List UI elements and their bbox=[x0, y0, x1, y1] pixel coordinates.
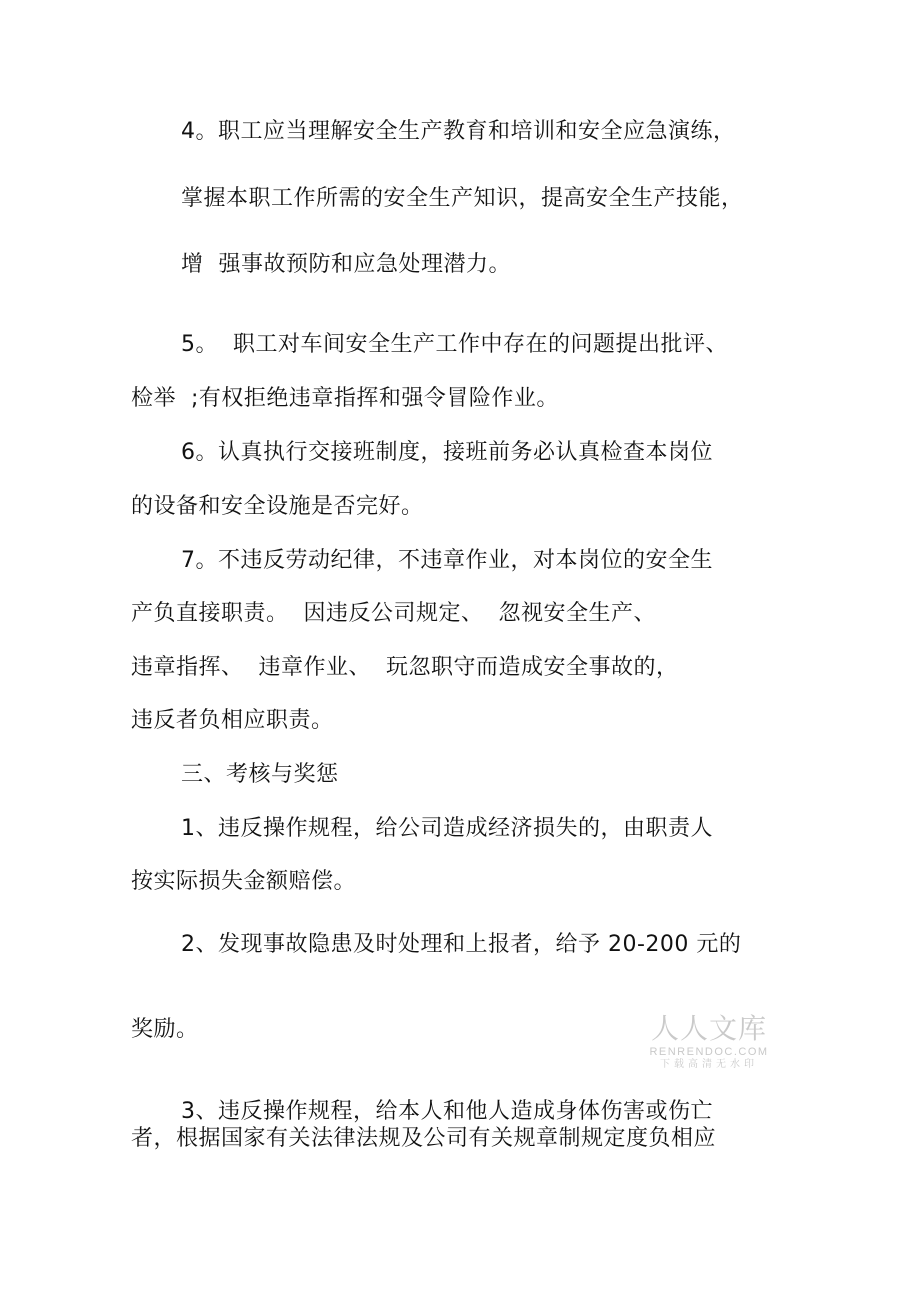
watermark bbox=[646, 1013, 772, 1071]
text-line: 产负直接职责。 因违反公司规定、 忽视安全生产、 bbox=[131, 601, 656, 626]
text-line: 按实际损失金额赔偿。 bbox=[131, 869, 357, 894]
section-heading: 三、考核与奖惩 bbox=[181, 762, 339, 787]
text-line: 2、发现事故隐患及时处理和上报者，给予 20-200 元的 bbox=[181, 932, 742, 957]
text-line: 3、违反操作规程，给本人和他人造成身体伤害或伤亡 bbox=[181, 1099, 713, 1124]
text-line: 4。职工应当理解安全生产教育和培训和安全应急演练， bbox=[181, 119, 736, 144]
text-line: 奖励。 bbox=[131, 1017, 199, 1042]
text-line: 5。 职工对车间安全生产工作中存在的问题提出批评、 bbox=[181, 332, 728, 357]
text-line: 增 强事故预防和应急处理潜力。 bbox=[181, 252, 511, 277]
watermark-subtitle: 下载高清无水印 bbox=[660, 1059, 758, 1070]
text-line: 1、违反操作规程，给公司造成经济损失的，由职责人 bbox=[181, 816, 713, 841]
text-line: 7。不违反劳动纪律，不违章作业，对本岗位的安全生 bbox=[181, 548, 713, 573]
text-line: 违章指挥、 违章作业、 玩忽职守而造成安全事故的， bbox=[131, 655, 679, 680]
watermark-title: 人人文库 bbox=[650, 1012, 767, 1045]
text-line: 违反者负相应职责。 bbox=[131, 708, 334, 733]
text-line: 6。认真执行交接班制度，接班前务必认真检查本岗位 bbox=[181, 440, 713, 465]
text-line: 者，根据国家有关法律法规及公司有关规章制规定度负相应 bbox=[131, 1126, 717, 1151]
text-line: 掌握本职工作所需的安全生产知识，提高安全生产技能， bbox=[181, 186, 744, 211]
text-line: 的设备和安全设施是否完好。 bbox=[131, 494, 424, 519]
text-line: 检举 ;有权拒绝违章指挥和强令冒险作业。 bbox=[131, 386, 559, 411]
watermark-url: RENRENDOC.COM bbox=[649, 1046, 769, 1058]
